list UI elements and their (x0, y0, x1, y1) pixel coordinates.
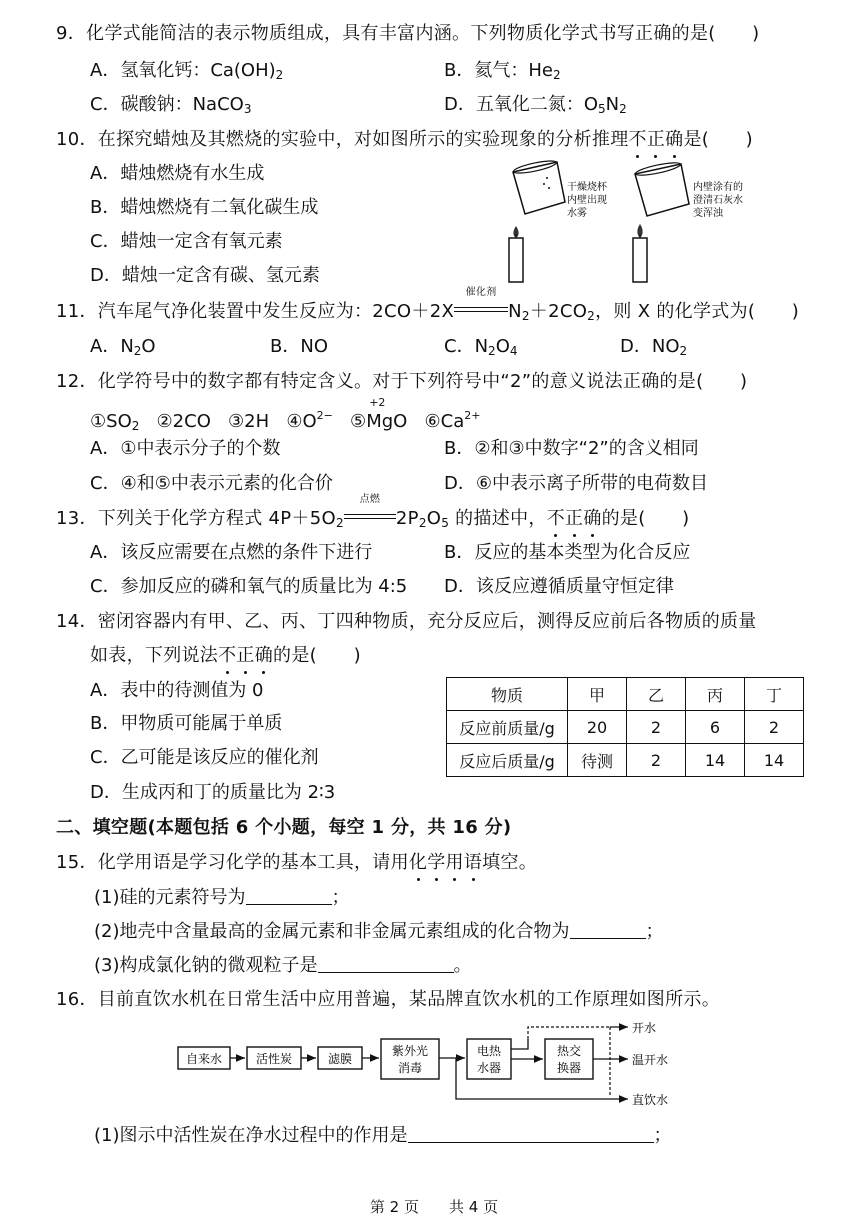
catalyst-arrow: 催化剂 (454, 300, 508, 324)
candle-experiment-figure (495, 158, 795, 288)
section-2-heading: 二、填空题(本题包括 6 个小题，每空 1 分，共 16 分) (56, 817, 512, 838)
q10-option-a[interactable]: A．蜡烛燃烧有水生成 (90, 163, 265, 184)
table-row (447, 744, 804, 777)
fig-left-label-2: 内壁出现 (567, 195, 607, 206)
q11-option-d[interactable]: D．$NO_2$ (620, 336, 688, 358)
q9-option-a[interactable]: A．氢氧化钙：$Ca(OH)_2$ (90, 60, 284, 82)
flow-output-drinking-water: 直饮水 (632, 1093, 669, 1107)
q10-option-d[interactable]: D．蜡烛一定含有碳、氢元素 (90, 265, 320, 286)
q10-option-c[interactable]: C．蜡烛一定含有氧元素 (90, 231, 283, 252)
flow-output-boiling-water: 开水 (632, 1021, 657, 1035)
page-footer: 第 2 页 共 4 页 (369, 1198, 499, 1216)
q14-option-a[interactable]: A．表中的待测值为 0 (90, 680, 264, 701)
q16-answer-blank-1[interactable] (408, 1124, 654, 1143)
q10-stem: 10．在探究蜡烛及其燃烧的实验中，对如图所示的实验现象的分析推理不正确是( ) (56, 129, 753, 150)
q14-stem-line2: 如表，下列说法不正确的是( ) (90, 645, 361, 666)
mass-table (446, 677, 804, 777)
flow-label-membrane: 滤膜 (327, 1052, 353, 1066)
fig-left-label-3: 水雾 (567, 208, 587, 219)
ignite-arrow: 点燃 (344, 507, 396, 531)
flow-label-activated-carbon: 活性炭 (255, 1052, 293, 1066)
q9-stem: 9．化学式能简洁的表示物质组成，具有丰富内涵。下列物质化学式书写正确的是( ) (56, 23, 760, 44)
q14-option-d[interactable]: D．生成丙和丁的质量比为 2∶3 (90, 782, 336, 803)
q12-symbols: $①SO_2$ ②2CO ③2H $④O^{2-}$ ⑤ +2 MgO $⑥Ca^{2+}$ (90, 396, 481, 433)
table-cell: 14 (686, 744, 745, 777)
flow-label-exchanger-2: 换器 (556, 1061, 582, 1075)
q12-option-c[interactable]: C．④和⑤中表示元素的化合价 (90, 473, 333, 494)
candle-left-icon (509, 226, 523, 282)
table-cell: 2 (627, 744, 686, 777)
table-header-cell: 甲 (568, 678, 627, 711)
q12-option-b[interactable]: B．②和③中数字“2”的含义相同 (444, 438, 699, 459)
q15-answer-blank-1[interactable] (246, 886, 332, 905)
flow-label-heater-1: 电热 (476, 1044, 502, 1058)
q9-option-b[interactable]: B．氦气：$He_2$ (444, 60, 561, 82)
table-cell: 反应后质量/g (447, 744, 568, 777)
q15-part-1: (1)硅的元素符号为 ； (94, 887, 350, 908)
q13-option-d[interactable]: D．该反应遵循质量守恒定律 (444, 576, 674, 597)
flow-label-tap-water: 自来水 (185, 1052, 223, 1066)
q13-option-b[interactable]: B．反应的基本类型为化合反应 (444, 542, 691, 563)
q12-stem: 12．化学符号中的数字都有特定含义。对于下列符号中“2”的意义说法正确的是( ) (56, 371, 748, 392)
q9-option-c[interactable]: C．碳酸钠：NaCO$_3$ (90, 94, 252, 116)
table-cell: 6 (686, 711, 745, 744)
table-cell: 反应前质量/g (447, 711, 568, 744)
q15-stem: 15．化学用语是学习化学的基本工具，请用化学用语填空。 (56, 852, 538, 873)
table-cell: 14 (745, 744, 804, 777)
q10-option-b[interactable]: B．蜡烛燃烧有二氧化碳生成 (90, 197, 319, 218)
water-machine-flowchart (170, 1015, 690, 1111)
dry-beaker-icon (513, 159, 565, 214)
table-header-row (447, 678, 804, 711)
table-cell: 20 (568, 711, 627, 744)
q15-part-2: (2)地壳中含量最高的金属元素和非金属元素组成的化合物为 ； (94, 921, 664, 942)
flow-label-exchanger-1: 热交 (556, 1044, 582, 1058)
flow-label-uv-2: 消毒 (397, 1061, 423, 1075)
q14-stem-line1: 14．密闭容器内有甲、乙、丙、丁四种物质，充分反应后，测得反应前后各物质的质量 (56, 611, 757, 632)
table-cell: 待测 (568, 744, 627, 777)
limewater-beaker-icon (635, 160, 689, 216)
flow-output-warm-water: 温开水 (632, 1053, 669, 1067)
q11-option-b[interactable]: B．NO (270, 336, 328, 357)
q14-option-c[interactable]: C．乙可能是该反应的催化剂 (90, 747, 319, 768)
fig-right-label-3: 变浑浊 (693, 208, 723, 219)
table-header-cell: 物质 (447, 678, 568, 711)
table-cell: 2 (627, 711, 686, 744)
q11-option-c[interactable]: C．$N_2O_4$ (444, 336, 518, 358)
table-header-cell: 丙 (686, 678, 745, 711)
q12-option-d[interactable]: D．⑥中表示离子所带的电荷数目 (444, 473, 708, 494)
q13-option-c[interactable]: C．参加反应的磷和氧气的质量比为 4:5 (90, 576, 408, 597)
flow-label-uv-1: 紫外光 (391, 1044, 429, 1058)
table-header-cell: 丁 (745, 678, 804, 711)
q11-stem: 11．汽车尾气净化装置中发生反应为：2CO＋2X 催化剂 $N_2+2CO_2$，则 X 的化学式为( ) (56, 287, 800, 323)
fig-right-label-2: 澄清石灰水 (693, 195, 743, 206)
q13-stem: 13．下列关于化学方程式 $4P+5O_2$ 点燃 $2P_2O_5$ 的描述中，不正确的是( ) (56, 494, 690, 530)
table-cell: 2 (745, 711, 804, 744)
table-header-cell: 乙 (627, 678, 686, 711)
table-row (447, 711, 804, 744)
q16-part-1: (1)图示中活性炭在净水过程中的作用是 ； (94, 1125, 672, 1146)
fig-left-label-1: 干燥烧杯 (567, 182, 607, 193)
flow-label-heater-2: 水器 (476, 1061, 502, 1075)
fig-right-label-1: 内壁涂有的 (693, 182, 743, 193)
q15-answer-blank-3[interactable] (318, 954, 454, 973)
candle-right-icon (633, 224, 647, 282)
q16-stem: 16．目前直饮水机在日常生活中应用普遍，某品牌直饮水机的工作原理如图所示。 (56, 989, 721, 1010)
q14-option-b[interactable]: B．甲物质可能属于单质 (90, 713, 283, 734)
q15-answer-blank-2[interactable] (570, 920, 646, 939)
q11-option-a[interactable]: A．$N_2O$ (90, 336, 156, 358)
q9-option-d[interactable]: D．五氧化二氮：$O_5N_2$ (444, 94, 627, 116)
q13-option-a[interactable]: A．该反应需要在点燃的条件下进行 (90, 542, 373, 563)
q15-part-3: (3)构成氯化钠的微观粒子是 。 (94, 955, 472, 976)
q12-option-a[interactable]: A．①中表示分子的个数 (90, 438, 281, 459)
